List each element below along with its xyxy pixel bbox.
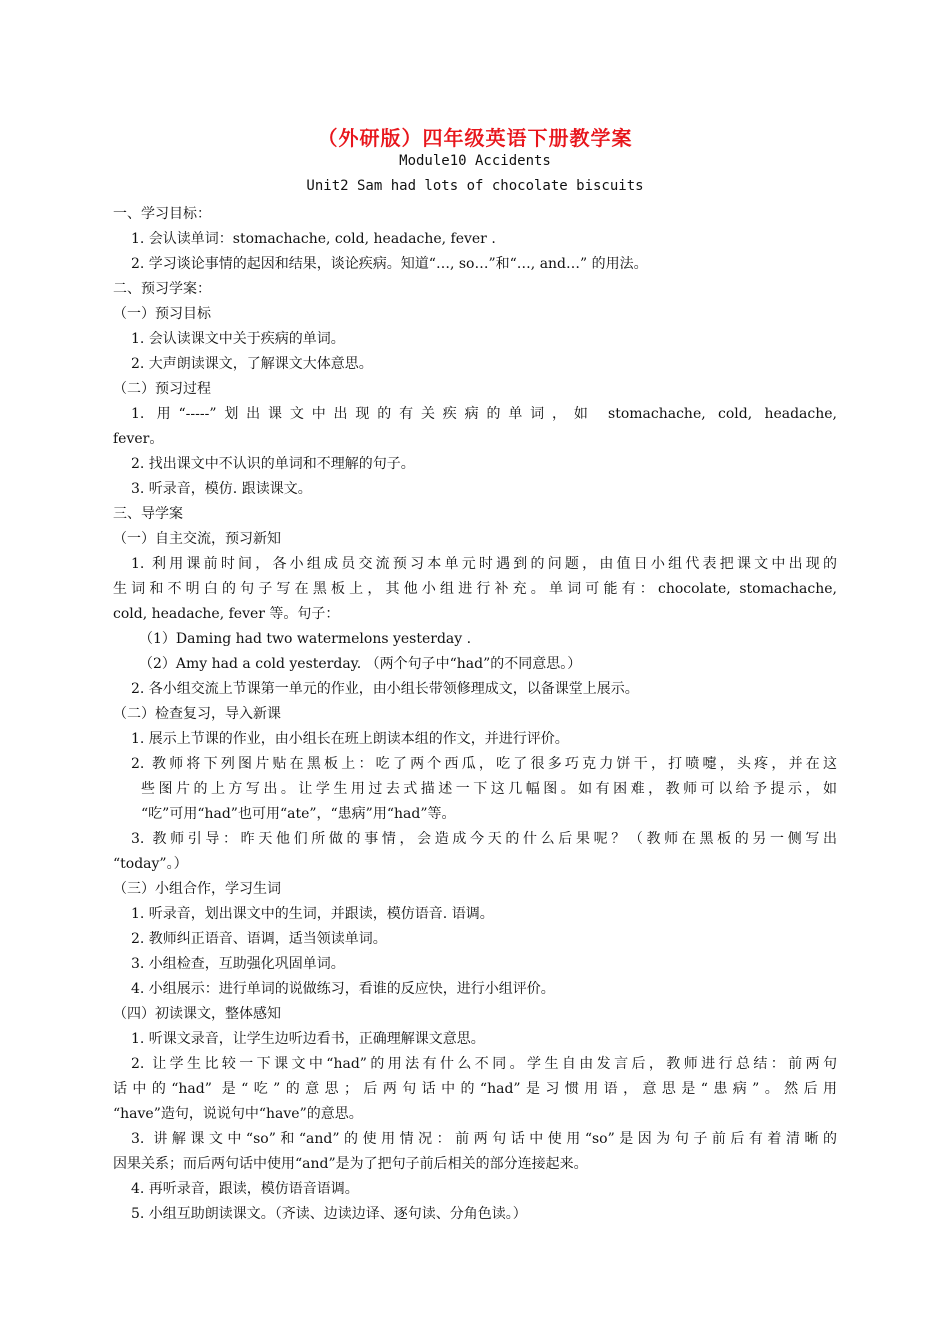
section-heading: 三、导学案	[113, 506, 183, 522]
list-item: 3. 听录音，模仿. 跟读课文。	[131, 481, 312, 497]
list-item: 1. 会认读课文中关于疾病的单词。	[131, 331, 345, 347]
paragraph-line: 些图片的上方写出。让学生用过去式描述一下这几幅图。如有困难，教师可以给予提示，如	[141, 781, 837, 797]
subsection-heading: （一）自主交流，预习新知	[113, 531, 281, 547]
list-item: 1. 利用课前时间，各小组成员交流预习本单元时遇到的问题，由值日小组代表把课文中出现的	[131, 556, 837, 572]
paragraph-line: “have”造句，说说句中“have”的意思。	[113, 1106, 363, 1122]
paragraph-line: cold, headache, fever 等。句子：	[113, 606, 340, 622]
example-sentence: （1）Daming had two watermelons yesterday .	[139, 631, 472, 647]
list-item: 1. 用“-----”划出课文中出现的有关疾病的单词，如 stomachache, cold, headache,	[131, 406, 837, 422]
paragraph-line: 话中的“had” 是“吃”的意思；后两句话中的“had”是习惯用语，意思是“患病”。然后用	[113, 1081, 837, 1097]
list-item: 1. 听课文录音，让学生边听边看书，正确理解课文意思。	[131, 1031, 485, 1047]
list-item: 1. 展示上节课的作业，由小组长在班上朗读本组的作文，并进行评价。	[131, 731, 569, 747]
list-item: 5. 小组互助朗读课文。（齐读、边读边译、逐句读、分角色读。）	[131, 1206, 527, 1222]
document-title: （外研版）四年级英语下册教学案	[317, 126, 633, 150]
list-item: 2. 让学生比较一下课文中“had”的用法有什么不同。学生自由发言后，教师进行总结：前两句	[131, 1056, 837, 1072]
list-item: 3. 讲解课文中“so”和“and”的使用情况：前两句话中使用“so”是因为句子前后有着清晰的	[131, 1131, 837, 1147]
module-heading: Module10 Accidents	[399, 153, 551, 169]
list-item: 2. 大声朗读课文，了解课文大体意思。	[131, 356, 373, 372]
subsection-heading: （四）初读课文，整体感知	[113, 1006, 281, 1022]
list-item: 2. 各小组交流上节课第一单元的作业，由小组长带领修理成文，以备课堂上展示。	[131, 681, 639, 697]
list-item: 2. 教师将下列图片贴在黑板上：吃了两个西瓜，吃了很多巧克力饼干，打喷嚏，头疼，并在这	[131, 756, 837, 772]
paragraph-line: “today”。）	[113, 856, 188, 872]
list-item: 2. 教师纠正语音、语调，适当领读单词。	[131, 931, 387, 947]
paragraph-line: “吃”可用“had”也可用“ate”，“患病”用“had”等。	[141, 806, 456, 822]
list-item: 2. 学习谈论事情的起因和结果，谈论疾病。知道“…, so…”和“…, and…” 的用法。	[131, 256, 648, 272]
list-item: 2. 找出课文中不认识的单词和不理解的句子。	[131, 456, 415, 472]
paragraph-line: 因果关系；而后两句话中使用“and”是为了把句子前后相关的部分连接起来。	[113, 1156, 588, 1172]
list-item: 4. 小组展示：进行单词的说做练习，看谁的反应快，进行小组评价。	[131, 981, 555, 997]
document-body	[113, 202, 837, 1227]
subsection-heading: （二）检查复习，导入新课	[113, 706, 281, 722]
subsection-heading: （一）预习目标	[113, 306, 211, 322]
example-sentence: （2）Amy had a cold yesterday. （两个句子中“had”的不同意思。）	[139, 656, 582, 672]
list-item: 3. 教师引导：昨天他们所做的事情，会造成今天的什么后果呢？（教师在黑板的另一侧写出	[131, 831, 837, 847]
list-item: 3. 小组检查，互助强化巩固单词。	[131, 956, 345, 972]
section-heading: 一、学习目标：	[113, 206, 211, 222]
list-item: 1. 会认读单词：stomachache, cold, headache, fever .	[131, 231, 496, 247]
section-heading: 二、预习学案：	[113, 281, 211, 297]
list-item: 4. 再听录音，跟读，模仿语音语调。	[131, 1181, 359, 1197]
list-item: 1. 听录音，划出课文中的生词，并跟读，模仿语音. 语调。	[131, 906, 494, 922]
paragraph-line: 生词和不明白的句子写在黑板上，其他小组进行补充。单词可能有：chocolate, stomachache,	[113, 581, 837, 597]
unit-heading: Unit2 Sam had lots of chocolate biscuits	[306, 178, 644, 194]
paragraph-line: fever。	[113, 431, 164, 447]
subsection-heading: （三）小组合作，学习生词	[113, 881, 281, 897]
subsection-heading: （二）预习过程	[113, 381, 211, 397]
